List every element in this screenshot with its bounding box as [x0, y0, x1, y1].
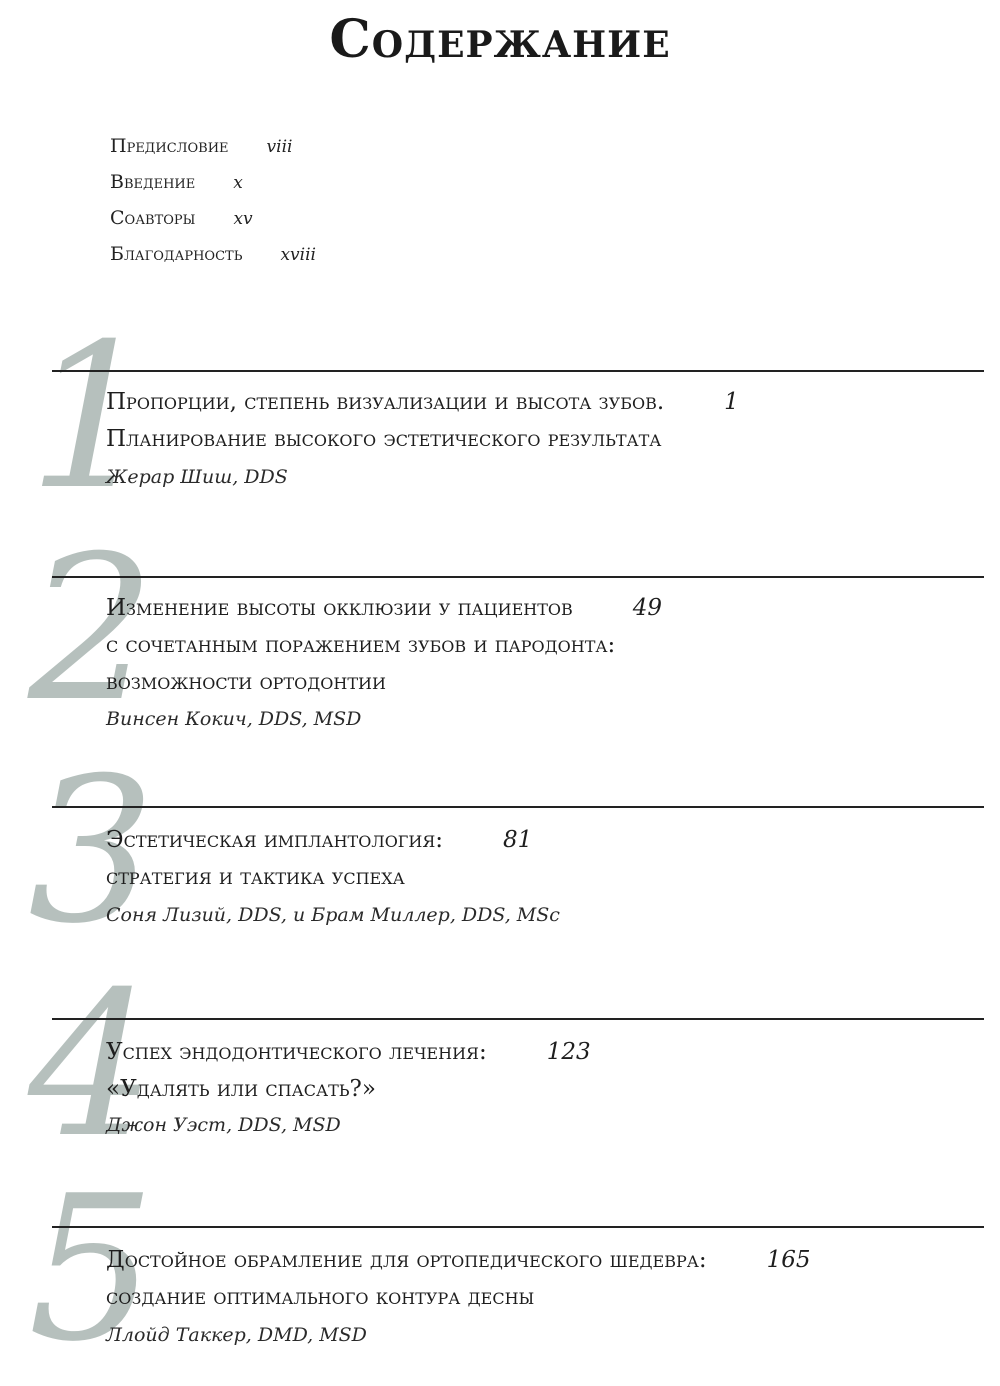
chapter-numeral: 4 — [28, 949, 156, 1182]
front-matter-page: xviii — [280, 245, 316, 265]
front-matter-list — [110, 128, 510, 272]
front-matter-label: Благодарность — [110, 243, 243, 265]
chapter-divider — [52, 1226, 984, 1228]
chapter-divider — [52, 370, 984, 372]
chapter-title-line: Изменение высоты окклюзии у пациентов — [106, 595, 573, 621]
chapter-divider — [52, 806, 984, 808]
front-matter-item-preface[interactable] — [110, 128, 510, 164]
chapter-title-line: создание оптимального контура десны — [106, 1284, 535, 1310]
chapter-divider — [52, 1018, 984, 1020]
chapter-numeral: 5 — [28, 1153, 156, 1386]
chapter-title-line: Планирование высокого эстетического результата — [106, 426, 662, 452]
chapter-numeral: 1 — [28, 301, 156, 534]
chapter-title-line: с сочетанным поражением зубов и пародонта: — [106, 632, 616, 658]
front-matter-item-acknowledgments[interactable] — [110, 236, 510, 272]
front-matter-item-introduction[interactable] — [110, 164, 510, 200]
chapter-title — [106, 1242, 811, 1316]
chapter-title-line: Эстетическая имплантология: — [106, 827, 444, 853]
chapter-page-number: 1 — [724, 389, 739, 415]
chapter-page-number: 81 — [503, 827, 533, 853]
chapter-title — [106, 822, 532, 896]
front-matter-page: x — [233, 173, 243, 193]
page-title: Содержание — [329, 9, 671, 70]
chapter-title-line: возможности ортодонтии — [106, 669, 386, 695]
chapter-author: Соня Лизий, DDS, и Брам Миллер, DDS, MSc — [106, 904, 560, 926]
chapter-title-line: Достойное обрамление для ортопедического шедевра: — [106, 1247, 707, 1273]
chapter-title-line: Пропорции, степень визуализации и высота зубов. — [106, 389, 665, 415]
chapter-author: Жерар Шиш, DDS — [106, 466, 288, 488]
chapter-author: Джон Уэст, DDS, MSD — [106, 1114, 341, 1136]
chapter-title — [106, 384, 739, 458]
front-matter-label: Предисловие — [110, 135, 229, 157]
front-matter-page: xv — [233, 209, 253, 229]
chapter-author: Винсен Кокич, DDS, MSD — [106, 708, 362, 730]
chapter-page-number: 165 — [766, 1247, 811, 1273]
chapter-numeral: 3 — [28, 735, 156, 968]
front-matter-label: Введение — [110, 171, 196, 193]
front-matter-item-contributors[interactable] — [110, 200, 510, 236]
chapter-title-line: Успех эндодонтического лечения: — [106, 1039, 487, 1065]
chapter-page-number: 49 — [632, 595, 663, 621]
chapter-title — [106, 590, 662, 701]
front-matter-page: viii — [266, 137, 293, 157]
chapter-numeral: 2 — [28, 513, 156, 746]
chapter-title — [106, 1034, 591, 1108]
chapter-title-line: «Удалять или спасать?» — [106, 1076, 376, 1102]
chapter-divider — [52, 576, 984, 578]
chapter-author: Ллойд Таккер, DMD, MSD — [106, 1324, 367, 1346]
chapter-title-line: стратегия и тактика успеха — [106, 864, 405, 890]
front-matter-label: Соавторы — [110, 207, 196, 229]
chapter-page-number: 123 — [546, 1039, 591, 1065]
